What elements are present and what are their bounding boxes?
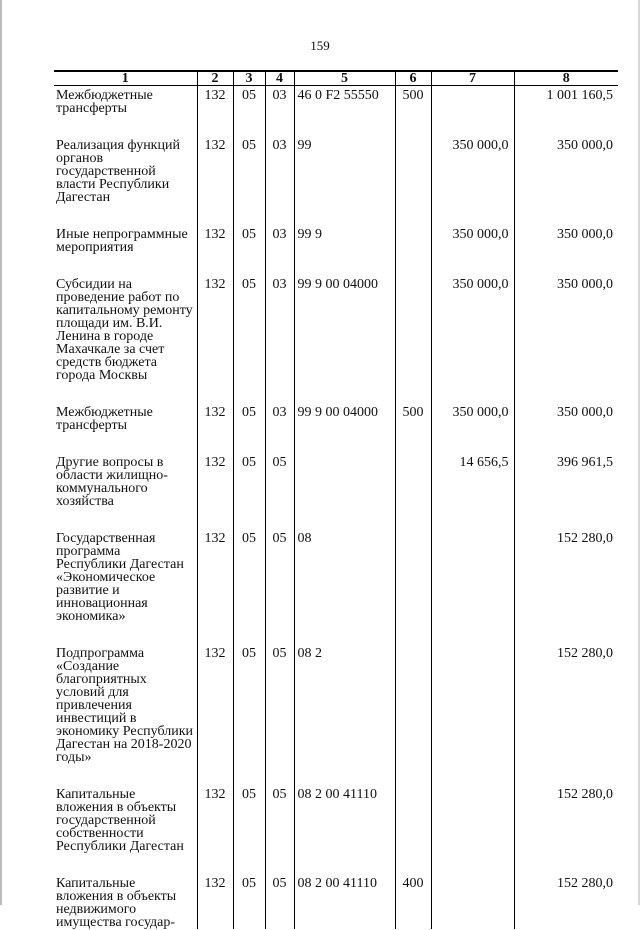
cell-code-6 xyxy=(395,785,431,874)
cell-amount-7: 350 000,0 xyxy=(431,225,514,275)
column-header-4: 4 xyxy=(265,71,294,86)
row-name: Межбюджетные трансферты xyxy=(56,88,153,116)
cell-code-5: 99 9 00 04000 xyxy=(294,275,395,403)
cell-code-6 xyxy=(395,225,431,275)
table-row xyxy=(54,644,618,785)
cell-code-5: 46 0 F2 55550 xyxy=(294,86,395,137)
cell-amount-8: 152 280,0 xyxy=(514,874,618,929)
cell-code-3: 05 xyxy=(233,136,265,225)
cell-code-5: 08 2 xyxy=(294,644,395,785)
cell-code-4: 03 xyxy=(265,403,294,453)
cell-code-2: 132 xyxy=(197,453,233,529)
budget-table-wrapper xyxy=(54,70,618,929)
column-header-8: 8 xyxy=(514,71,618,86)
scan-edge-left xyxy=(0,0,2,905)
cell-amount-8: 350 000,0 xyxy=(514,403,618,453)
table-row xyxy=(54,403,618,453)
table-row xyxy=(54,86,618,137)
cell-code-6 xyxy=(395,136,431,225)
row-name: Подпрограмма «Создание благоприятных условий для привлечения инвестиций в экономику Республики Дагестан на 2018-2020 годы» xyxy=(56,646,194,765)
header-row xyxy=(54,71,618,86)
cell-code-4: 05 xyxy=(265,874,294,929)
cell-amount-7 xyxy=(431,644,514,785)
cell-code-2: 132 xyxy=(197,136,233,225)
cell-code-2: 132 xyxy=(197,874,233,929)
cell-code-6: 500 xyxy=(395,403,431,453)
column-header-3: 3 xyxy=(233,71,265,86)
cell-amount-7: 350 000,0 xyxy=(431,403,514,453)
cell-code-2: 132 xyxy=(197,86,233,137)
cell-amount-8: 350 000,0 xyxy=(514,225,618,275)
row-name: Реализация функций органов государственной власти Республики Дагестан xyxy=(56,138,180,205)
cell-amount-7 xyxy=(431,86,514,137)
row-name: Капитальные вложения в объекты недвижимого имущества государ- xyxy=(56,876,177,930)
cell-code-5: 08 2 00 41110 xyxy=(294,874,395,929)
cell-code-2: 132 xyxy=(197,644,233,785)
cell-code-2: 132 xyxy=(197,275,233,403)
cell-code-4: 03 xyxy=(265,275,294,403)
cell-code-4: 05 xyxy=(265,785,294,874)
cell-code-2: 132 xyxy=(197,225,233,275)
table-row xyxy=(54,136,618,225)
cell-amount-7 xyxy=(431,529,514,644)
cell-code-5 xyxy=(294,453,395,529)
table-row xyxy=(54,874,618,929)
cell-code-5: 08 xyxy=(294,529,395,644)
cell-code-3: 05 xyxy=(233,874,265,929)
cell-code-6 xyxy=(395,644,431,785)
cell-code-5: 08 2 00 41110 xyxy=(294,785,395,874)
cell-code-3: 05 xyxy=(233,225,265,275)
table-row xyxy=(54,453,618,529)
cell-code-5: 99 9 00 04000 xyxy=(294,403,395,453)
cell-code-6: 500 xyxy=(395,86,431,137)
cell-code-2: 132 xyxy=(197,529,233,644)
cell-amount-8: 152 280,0 xyxy=(514,529,618,644)
row-name: Другие вопросы в области жилищно-коммунального хозяйства xyxy=(56,455,168,509)
cell-code-4: 03 xyxy=(265,136,294,225)
table-row xyxy=(54,225,618,275)
cell-code-3: 05 xyxy=(233,529,265,644)
table-row xyxy=(54,785,618,874)
cell-amount-8: 350 000,0 xyxy=(514,136,618,225)
cell-amount-7 xyxy=(431,874,514,929)
cell-amount-8: 152 280,0 xyxy=(514,644,618,785)
cell-code-6: 400 xyxy=(395,874,431,929)
cell-amount-7 xyxy=(431,785,514,874)
cell-code-6 xyxy=(395,529,431,644)
cell-amount-8: 350 000,0 xyxy=(514,275,618,403)
budget-table xyxy=(54,70,618,929)
cell-code-2: 132 xyxy=(197,785,233,874)
cell-amount-7: 14 656,5 xyxy=(431,453,514,529)
cell-amount-8: 1 001 160,5 xyxy=(514,86,618,137)
column-header-1: 1 xyxy=(54,71,197,86)
cell-code-6 xyxy=(395,453,431,529)
page-number: 159 xyxy=(310,38,330,53)
cell-amount-8: 396 961,5 xyxy=(514,453,618,529)
cell-code-4: 05 xyxy=(265,529,294,644)
cell-code-3: 05 xyxy=(233,403,265,453)
row-name: Субсидии на проведение работ по капитальному ремонту площади им. В.И. Ленина в городе Махачкале за счет средств бюджета города Москвы xyxy=(56,277,193,383)
cell-code-2: 132 xyxy=(197,403,233,453)
cell-code-4: 03 xyxy=(265,86,294,137)
cell-code-4: 05 xyxy=(265,644,294,785)
cell-amount-7: 350 000,0 xyxy=(431,136,514,225)
column-header-2: 2 xyxy=(197,71,233,86)
column-header-6: 6 xyxy=(395,71,431,86)
row-name: Капитальные вложения в объекты государственной собственности Республики Дагестан xyxy=(56,787,184,854)
table-row xyxy=(54,275,618,403)
row-name: Межбюджетные трансферты xyxy=(56,405,153,433)
cell-code-5: 99 9 xyxy=(294,225,395,275)
table-row xyxy=(54,529,618,644)
cell-code-3: 05 xyxy=(233,86,265,137)
cell-code-3: 05 xyxy=(233,275,265,403)
row-name: Государственная программа Республики Дагестан «Экономическое развитие и инновационная экономика» xyxy=(56,531,184,624)
column-header-7: 7 xyxy=(431,71,514,86)
cell-code-3: 05 xyxy=(233,453,265,529)
column-header-5: 5 xyxy=(294,71,395,86)
row-name: Иные непрограммные мероприятия xyxy=(56,227,188,255)
cell-code-3: 05 xyxy=(233,785,265,874)
cell-amount-8: 152 280,0 xyxy=(514,785,618,874)
cell-code-4: 05 xyxy=(265,453,294,529)
cell-code-5: 99 xyxy=(294,136,395,225)
cell-code-6 xyxy=(395,275,431,403)
cell-code-3: 05 xyxy=(233,644,265,785)
cell-code-4: 03 xyxy=(265,225,294,275)
cell-amount-7: 350 000,0 xyxy=(431,275,514,403)
